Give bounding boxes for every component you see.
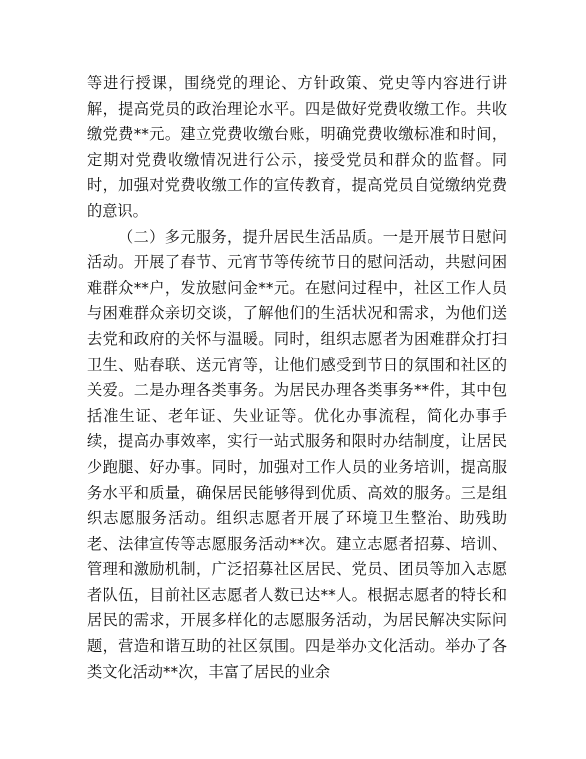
paragraph-party-fee: 等进行授课，围绕党的理论、方针政策、党史等内容进行讲解，提高党员的政治理论水平。四是做好党费收缴工作。共收缴党费**元。建立党费收缴台账，明确党费收缴标准和时间，定期对党费收缴情况进行公示，接受党员和群众的监督。同时，加强对党费收缴工作的宣传教育，提高党员自觉缴纳党费的意识。 <box>87 74 507 220</box>
document-body <box>87 71 507 685</box>
paragraph-diversified-services: （二）多元服务，提升居民生活品质。一是开展节日慰问活动。开展了春节、元宵节等传统节日的慰问活动，共慰问困难群众**户，发放慰问金**元。在慰问过程中，社区工作人员与困难群众亲切交谈，了解他们的生活状况和需求，为他们送去党和政府的关怀与温暖。同时，组织志愿者为困难群众打扫卫生、贴春联、送元宵等，让他们感受到节日的氛围和社区的关爱。二是办理各类事务。为居民办理各类事务**件，其中包括准生证、老年证、失业证等。优化办事流程，简化办事手续，提高办事效率，实行一站式服务和限时办结制度，让居民少跑腿、好办事。同时，加强对工作人员的业务培训，提高服务水平和质量，确保居民能够得到优质、高效的服务。三是组织志愿服务活动。组织志愿者开展了环境卫生整治、助残助老、法律宣传等志愿服务活动**次。建立志愿者招募、培训、管理和激励机制，广泛招募社区居民、党员、团员等加入志愿者队伍，目前社区志愿者人数已达**人。根据志愿者的特长和居民的需求，开展多样化的志愿服务活动，为居民解决实际问题，营造和谐互助的社区氛围。四是举办文化活动。举办了各类文化活动**次，丰富了居民的业余 <box>87 227 507 681</box>
